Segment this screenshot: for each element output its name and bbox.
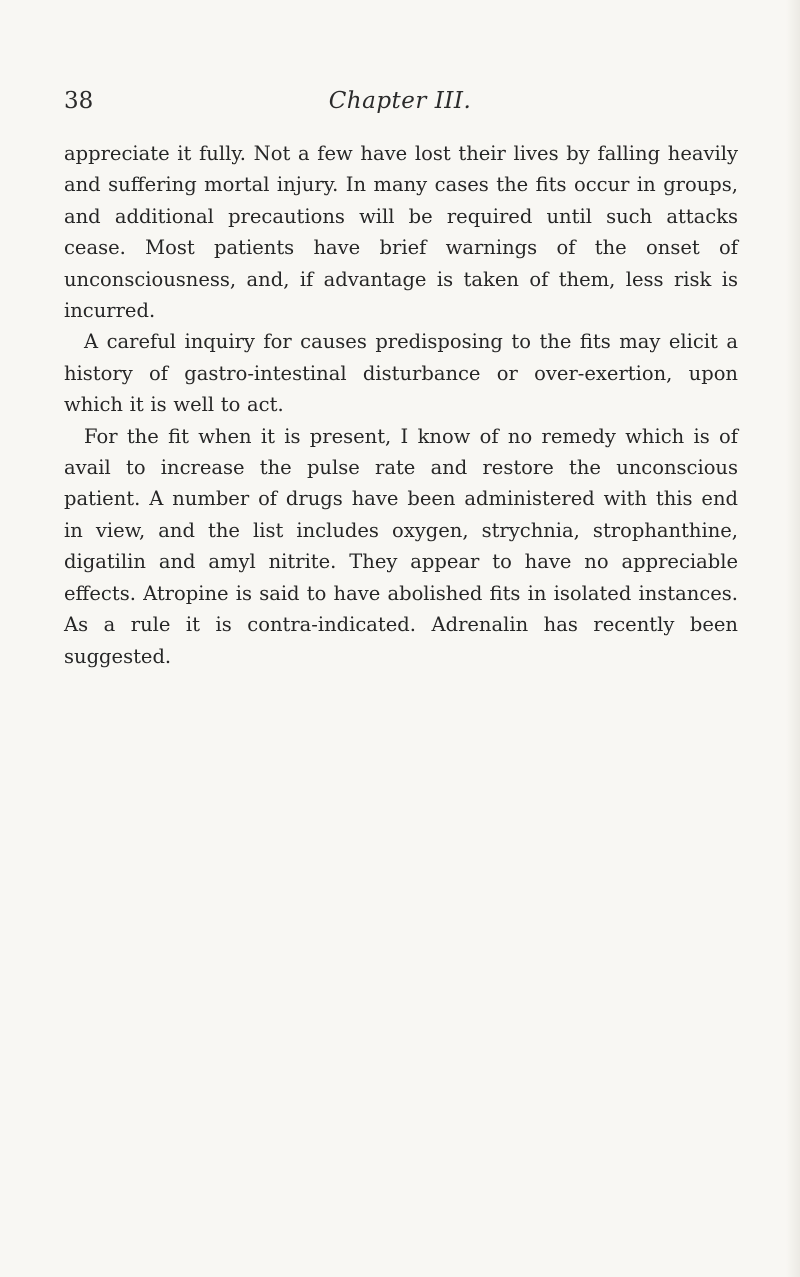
- running-head: [64, 86, 736, 126]
- paragraph-3: For the fit when it is present, I know of no remedy which is of avail to increase the pulse rate and restore the unconscious patient. A number of drugs have been administered with this end in view, and the list includes oxygen, strychnia, strophanthine, digatilin and amyl nitrite. They appear to have no appreciable effects. Atropine is said to have abolished fits in isolated instances. As a rule it is contra-indicated. Adrenalin has recently been suggested.: [64, 424, 738, 668]
- chapter-title: Chapter III.: [328, 88, 472, 114]
- page-edge-shadow: [786, 0, 800, 1277]
- paragraph-2: A careful inquiry for causes predisposing to the fits may elicit a history of gastro-intestinal disturbance or over-exertion, upon which it is well to act.: [64, 330, 738, 417]
- page-number: 38: [64, 88, 94, 114]
- paragraph-1: appreciate it fully. Not a few have lost their lives by falling heavily and suffering mortal injury. In many cases the fits occur in groups, and additional precautions will be required until such attacks cease. Most patients have brief warnings of the onset of unconsciousness, and, if advantage is taken of them, less risk is incurred.: [64, 142, 738, 323]
- body-text: [64, 138, 738, 672]
